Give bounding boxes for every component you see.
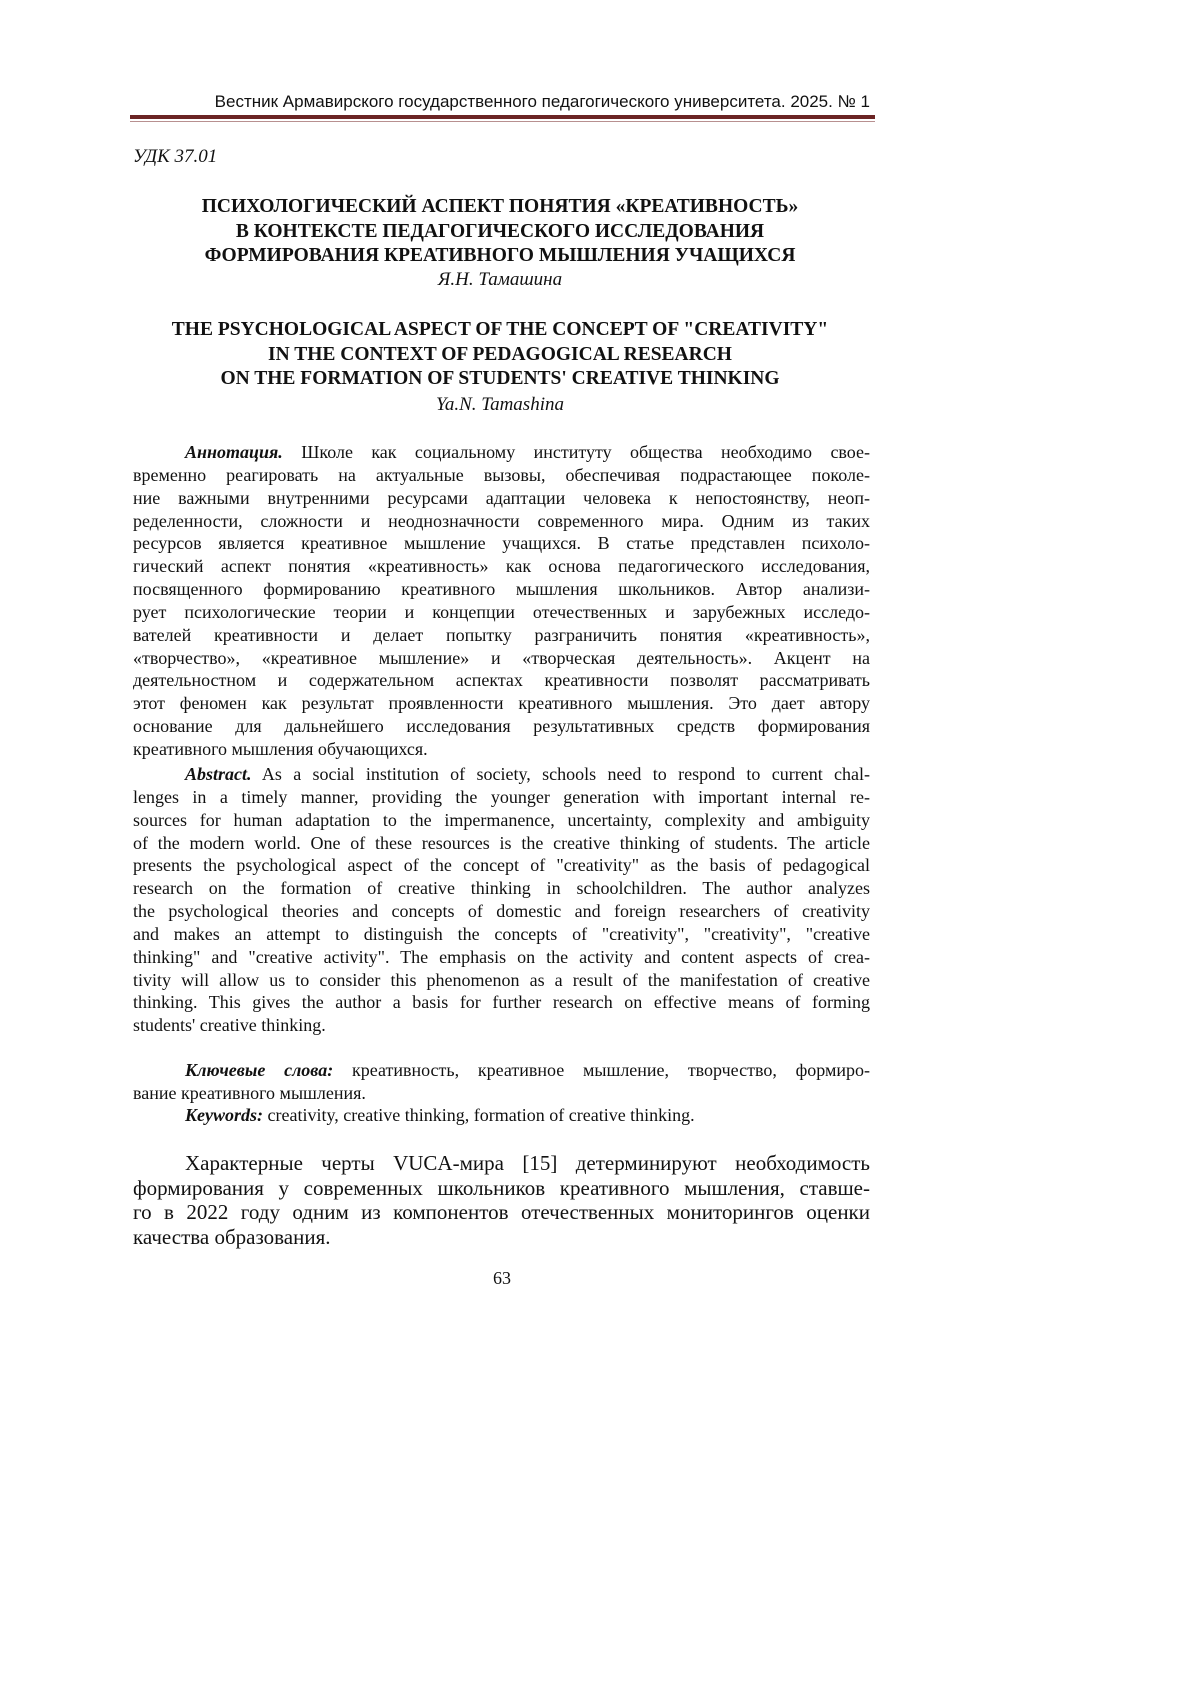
- line-text: Характерные черты VUCA-мира [15] детерминируют необходимость: [185, 1151, 870, 1175]
- text-line: [133, 555, 870, 578]
- text-line: [133, 809, 870, 832]
- text-line: [133, 1225, 870, 1250]
- title-line: THE PSYCHOLOGICAL ASPECT OF THE CONCEPT OF "CREATIVITY": [130, 318, 870, 343]
- line-text: As a social institution of society, schools need to respond to current chal-: [262, 764, 870, 784]
- text-line: [133, 969, 870, 992]
- text-line: [133, 1082, 870, 1105]
- section-label: Keywords:: [185, 1105, 263, 1125]
- text-line: [133, 1200, 870, 1225]
- title-line: В КОНТЕКСТЕ ПЕДАГОГИЧЕСКОГО ИССЛЕДОВАНИЯ: [130, 220, 870, 245]
- line-text: presents the psychological aspect of the concept of "creativity" as the basis of pedagogical: [133, 855, 870, 875]
- text-line: [133, 900, 870, 923]
- line-text: формирования у современных школьников креативного мышления, ставше-: [133, 1176, 870, 1200]
- line-text: гический аспект понятия «креативность» как основа педагогического исследования,: [133, 556, 870, 576]
- line-text: tivity will allow us to consider this phenomenon as a result of the manifestation of creative: [133, 970, 870, 990]
- text-line: [133, 991, 870, 1014]
- text-line: [133, 669, 870, 692]
- text-line: [133, 854, 870, 877]
- line-text: and makes an attempt to distinguish the concepts of "creativity", "creativity", "creative: [133, 924, 870, 944]
- text-line: [133, 441, 870, 464]
- text-line: [133, 624, 870, 647]
- text-line: [133, 487, 870, 510]
- title-ru: [130, 195, 870, 269]
- text-line: [133, 832, 870, 855]
- text-line: [133, 1059, 870, 1082]
- text-line: [133, 578, 870, 601]
- line-text: «творчество», «креативное мышление» и «творческая деятельность». Акцент на: [133, 648, 870, 668]
- running-header: Вестник Армавирского государственного педагогического университета. 2025. № 1: [130, 90, 875, 114]
- title-line: ON THE FORMATION OF STUDENTS' CREATIVE THINKING: [130, 367, 870, 392]
- section-label: Abstract.: [185, 764, 252, 784]
- line-text: of the modern world. One of these resources is the creative thinking of students. The article: [133, 833, 870, 853]
- abstract-en: [133, 763, 870, 1037]
- udk-code: УДК 37.01: [133, 145, 217, 169]
- line-text: ресурсов является креативное мышление учащихся. В статье представлен психоло-: [133, 533, 870, 553]
- header-rule: [130, 115, 875, 119]
- line-text: креативность, креативное мышление, творчество, формиро-: [352, 1060, 870, 1080]
- text-line: [133, 738, 870, 761]
- page-number: 63: [480, 1267, 524, 1289]
- line-text: sources for human adaptation to the impermanence, uncertainty, complexity and ambiguity: [133, 810, 870, 830]
- section-label: Ключевые слова:: [185, 1060, 333, 1080]
- text-line: [133, 1104, 870, 1127]
- text-line: [133, 1176, 870, 1201]
- text-line: [133, 464, 870, 487]
- abstract-ru: [133, 441, 870, 761]
- line-text: ние важными внутренними ресурсами адаптации человека к непостоянству, неоп-: [133, 488, 870, 508]
- line-text: thinking" and "creative activity". The emphasis on the activity and content aspects of crea-: [133, 947, 870, 967]
- line-text: the psychological theories and concepts of domestic and foreign researchers of creativity: [133, 901, 870, 921]
- line-text: рует психологические теории и концепции отечественных и зарубежных исследо-: [133, 602, 870, 622]
- line-text: основание для дальнейшего исследования результативных средств формирования: [133, 716, 870, 736]
- text-line: [133, 647, 870, 670]
- text-line: [133, 601, 870, 624]
- text-line: [133, 877, 870, 900]
- line-text: creativity, creative thinking, formation of creative thinking.: [268, 1105, 695, 1125]
- line-text: вание креативного мышления.: [133, 1083, 366, 1103]
- line-text: ределенности, сложности и неоднозначности современного мира. Одним из таких: [133, 511, 870, 531]
- title-en: [130, 318, 870, 392]
- text-line: [133, 1151, 870, 1176]
- text-line: [133, 692, 870, 715]
- line-text: вателей креативности и делает попытку разграничить понятия «креативность»,: [133, 625, 870, 645]
- line-text: деятельностном и содержательном аспектах креативности позволят рассматривать: [133, 670, 870, 690]
- line-text: lenges in a timely manner, providing the younger generation with important internal re-: [133, 787, 870, 807]
- keywords-ru: [133, 1059, 870, 1105]
- line-text: Школе как социальному институту общества необходимо свое-: [301, 442, 870, 462]
- keywords-en: [133, 1104, 870, 1127]
- section-label: Аннотация.: [185, 442, 283, 462]
- line-text: качества образования.: [133, 1225, 331, 1249]
- text-line: [133, 946, 870, 969]
- author-ru: Я.Н. Тамашина: [130, 268, 870, 292]
- title-line: ПСИХОЛОГИЧЕСКИЙ АСПЕКТ ПОНЯТИЯ «КРЕАТИВНОСТЬ»: [130, 195, 870, 220]
- line-text: этот феномен как результат проявленности креативного мышления. Это дает автору: [133, 693, 870, 713]
- line-text: students' creative thinking.: [133, 1015, 326, 1035]
- text-line: [133, 763, 870, 786]
- text-line: [133, 532, 870, 555]
- text-line: [133, 715, 870, 738]
- line-text: временно реагировать на актуальные вызовы, обеспечивая подрастающее поколе-: [133, 465, 870, 485]
- author-en: Ya.N. Tamashina: [130, 393, 870, 417]
- text-line: [133, 786, 870, 809]
- body-paragraph: [133, 1151, 870, 1250]
- title-line: IN THE CONTEXT OF PEDAGOGICAL RESEARCH: [130, 343, 870, 368]
- text-line: [133, 923, 870, 946]
- text-line: [133, 1014, 870, 1037]
- line-text: го в 2022 году одним из компонентов отечественных мониторингов оценки: [133, 1200, 870, 1224]
- line-text: thinking. This gives the author a basis for further research on effective means of forming: [133, 992, 870, 1012]
- line-text: посвященного формированию креативного мышления школьников. Автор анализи-: [133, 579, 870, 599]
- text-line: [133, 510, 870, 533]
- header-rule-thin: [130, 121, 875, 122]
- title-line: ФОРМИРОВАНИЯ КРЕАТИВНОГО МЫШЛЕНИЯ УЧАЩИХСЯ: [130, 244, 870, 269]
- line-text: креативного мышления обучающихся.: [133, 739, 428, 759]
- line-text: research on the formation of creative thinking in schoolchildren. The author analyzes: [133, 878, 870, 898]
